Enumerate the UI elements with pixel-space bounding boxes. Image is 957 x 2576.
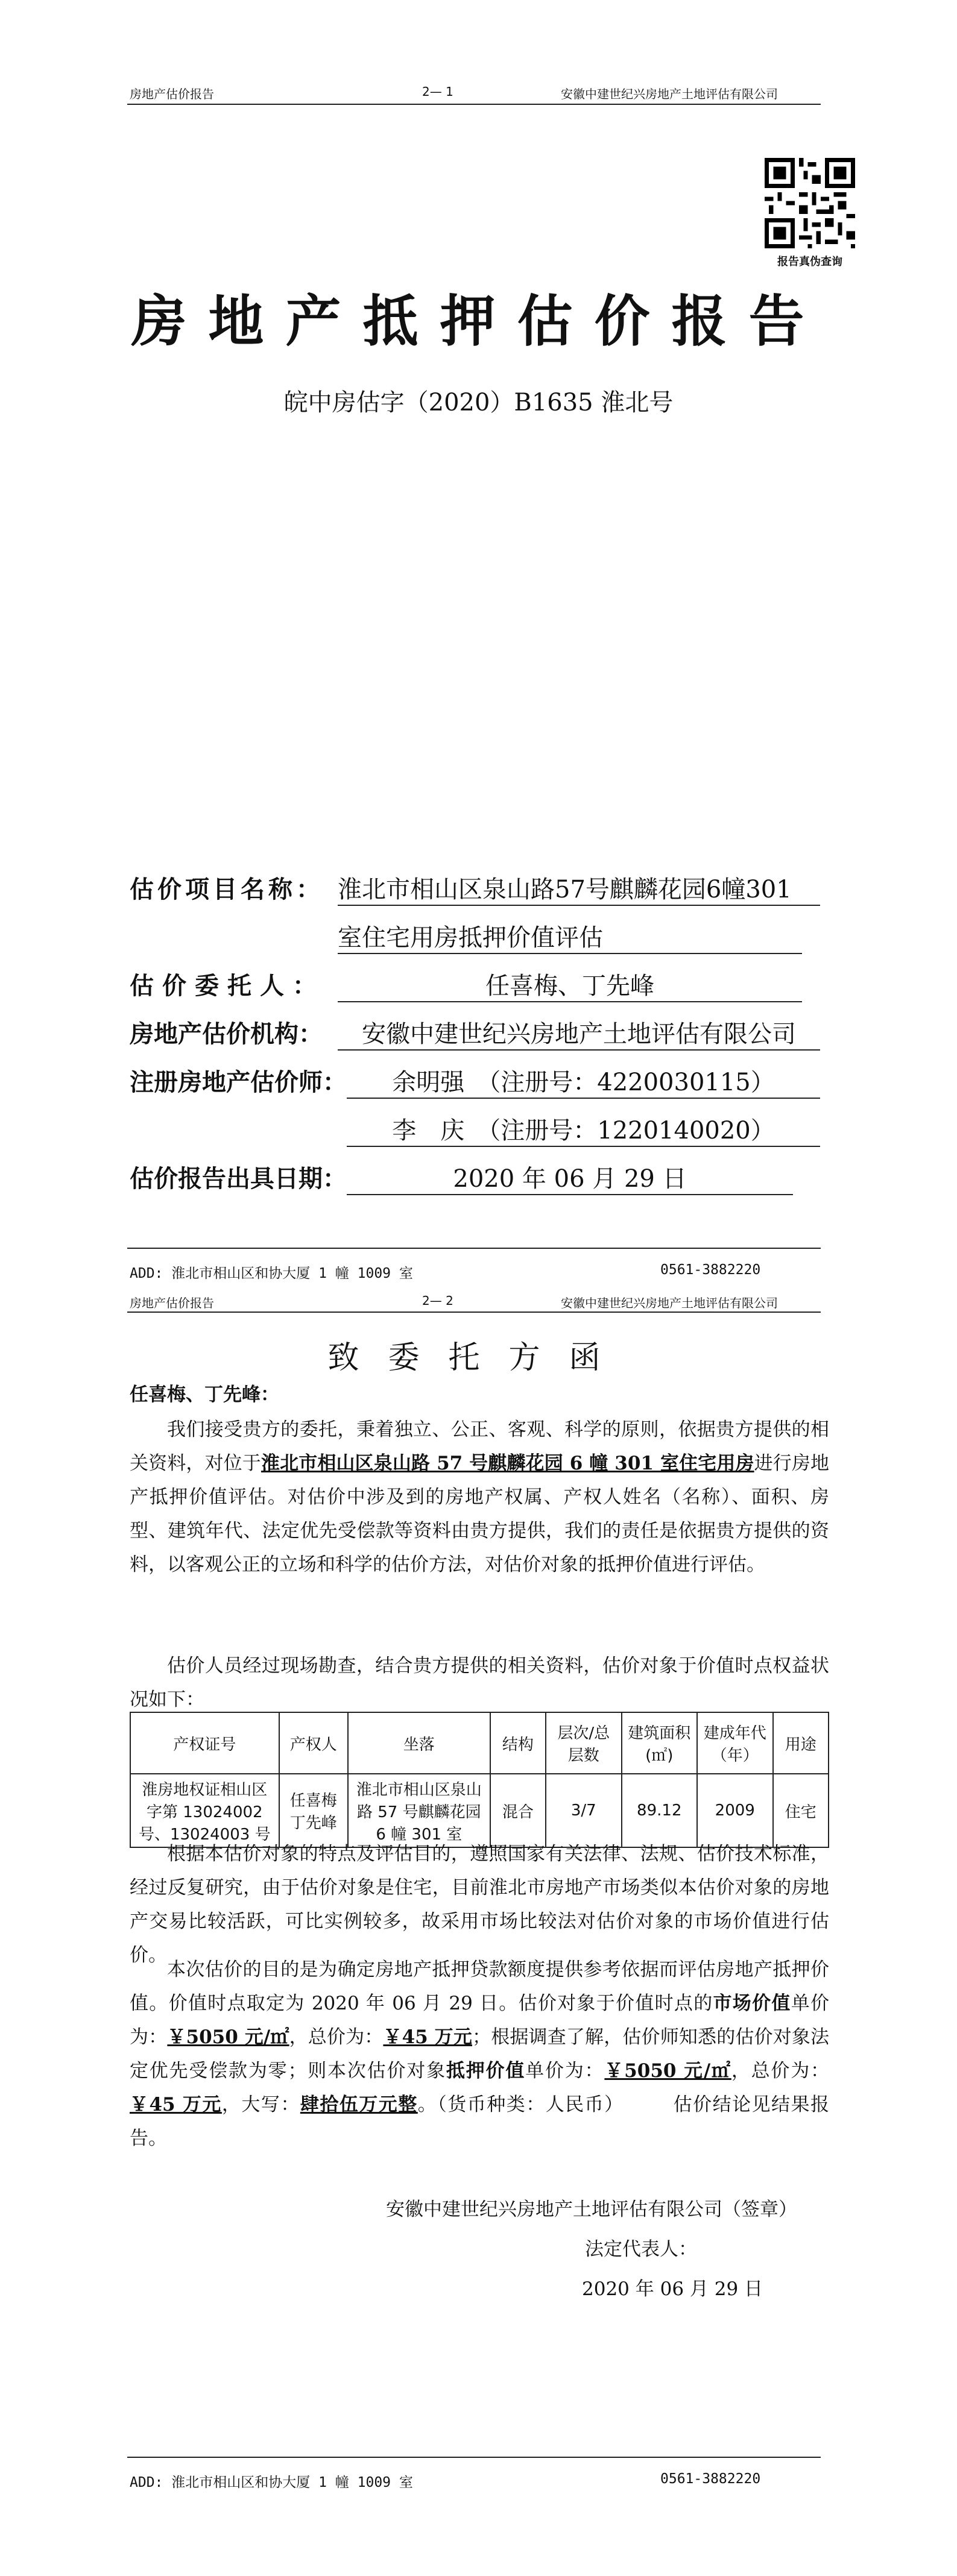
project-name-value-line1: 淮北市相山区泉山路57号麒麟花园6幢301 [338,870,820,906]
project-name-label: 估价项目名称： [130,876,324,903]
footer-address: ADD: 淮北市相山区和协大厦 1 幢 1009 室 [130,1266,413,1281]
signature-company: 安徽中建世纪兴房地产土地评估有限公司（签章） [386,2199,797,2220]
footer-rule [127,2457,821,2458]
letter-paragraph-3: 根据本估价对象的特点及评估目的，遵照国家有关法律、法规、估价技术标准，经过反复研究，由于估价对象是住宅，目前淮北市房地产市场类似本估价对象的房地产交易比较活跃，可比实例较多，故采用市场比较法对估价对象的市场价值进行估价。 [130,1843,829,1966]
market-value-label: 市场价值 [713,1993,791,2014]
market-unit-price: ￥5050 元/㎡ [167,2026,289,2048]
table-header-cell: 坐落 [348,1712,490,1774]
header-rule [127,1312,821,1313]
appraiser-1: 余明强 （注册号：4220030115） [347,1063,820,1099]
table-header-cell: 建成年代（年） [697,1712,772,1774]
report-number: 皖中房估字（2020）B1635 淮北号 [283,389,674,416]
mortgage-total-price: ￥45 万元 [130,2094,222,2116]
client-value: 任喜梅、丁先峰 [338,967,802,1002]
header-right: 安徽中建世纪兴房地产土地评估有限公司 [561,1296,778,1310]
agency-value: 安徽中建世纪兴房地产土地评估有限公司 [338,1015,820,1051]
qr-caption: 报告真伪查询 [777,256,842,268]
appraiser-2: 李 庆 （注册号：1220140020） [347,1111,820,1147]
table-cell: 任喜梅丁先峰 [279,1774,348,1847]
table-cell: 淮房地权证相山区字第 13024002 号、13024003 号 [130,1774,279,1847]
table-header-cell: 用途 [773,1712,829,1774]
qr-code-icon[interactable] [765,158,855,248]
header-page-number: 2— 1 [422,84,453,99]
header-rule [127,104,821,105]
header-right: 安徽中建世纪兴房地产土地评估有限公司 [561,87,778,101]
agency-label: 房地产估价机构： [130,1020,323,1048]
project-name-value-line2: 室住宅用房抵押价值评估 [338,919,802,954]
table-cell: 3/7 [546,1774,621,1847]
table-header-cell: 结构 [490,1712,546,1774]
header-left: 房地产估价报告 [130,1296,214,1310]
footer-phone: 0561-3882220 [660,2471,761,2487]
table-header-cell: 产权人 [279,1712,348,1774]
signature-legal-rep: 法定代表人： [585,2238,697,2260]
mortgage-unit-price: ￥5050 元/㎡ [604,2060,731,2082]
market-total-price: ￥45 万元 [383,2026,473,2048]
letter-paragraph-2: 估价人员经过现场勘查，结合贵方提供的相关资料，估价对象于价值时点权益状况如下： [130,1655,829,1711]
table-header-row [130,1712,829,1774]
signature-date: 2020 年 06 月 29 日 [582,2278,763,2300]
property-address-emphasis: 淮北市相山区泉山路 57 号麒麟花园 6 幢 301 室住宅用房 [261,1453,754,1474]
mortgage-value-label: 抵押价值 [446,2060,526,2082]
letter-title: 致委托方函 [327,1340,630,1376]
table-header-cell: 层次/总层数 [546,1712,621,1774]
table-cell: 89.12 [622,1774,697,1847]
letter-paragraph-1: 我们接受贵方的委托，秉着独立、公正、客观、科学的原则，依据贵方提供的相关资料，对位于淮北市相山区泉山路 57 号麒麟花园 6 幢 301 室住宅用房进行房地产抵押价值评估。对估价中涉及到的房地产权属、产权人姓名（名称）、面积、房型、建筑年代、法定优先受偿款等资料由贵方提供，我们的责任是依据贵方提供的资料，以客观公正的立场和科学的估价方法，对估价对象的抵押价值进行评估。 [130,1419,830,1575]
header-page-number: 2— 2 [422,1293,453,1308]
client-label: 估价委托人： [130,972,325,1000]
footer-address: ADD: 淮北市相山区和协大厦 1 幢 1009 室 [130,2475,413,2490]
footer-rule [127,1248,821,1249]
table-header-cell: 产权证号 [130,1712,279,1774]
property-table [130,1712,829,1848]
report-date-value: 2020 年 06 月 29 日 [347,1160,793,1195]
appraiser-label: 注册房地产估价师： [130,1069,347,1096]
report-date-label: 估价报告出具日期： [130,1165,347,1193]
table-cell: 混合 [490,1774,546,1847]
table-header-cell: 建筑面积(㎡) [622,1712,697,1774]
letter-salutation: 任喜梅、丁先峰： [130,1384,279,1406]
header-left: 房地产估价报告 [130,87,214,101]
report-title: 房地产抵押估价报告 [131,289,826,354]
amount-in-words: 肆拾伍万元整 [300,2094,418,2116]
table-row [130,1774,829,1847]
footer-phone: 0561-3882220 [660,1262,761,1278]
letter-paragraph-4: 本次估价的目的是为确定房地产抵押贷款额度提供参考依据而评估房地产抵押价值。价值时点取定为 2020 年 06 月 29 日。估价对象于价值时点的市场价值单价为：￥5050 元/㎡，总价为：￥45 万元；根据调查了解，估价师知悉的估价对象法定优先受偿款为零；则本次估价对象抵押价值单价为：￥5050 元/㎡，总价为：￥45 万元，大写：肆拾伍万元整。（货币种类：人民币） 估价结论见结果报告。 [130,1959,830,2149]
table-cell: 淮北市相山区泉山路 57 号麒麟花园 6 幢 301 室 [348,1774,490,1847]
table-cell: 住宅 [773,1774,829,1847]
table-cell: 2009 [697,1774,772,1847]
